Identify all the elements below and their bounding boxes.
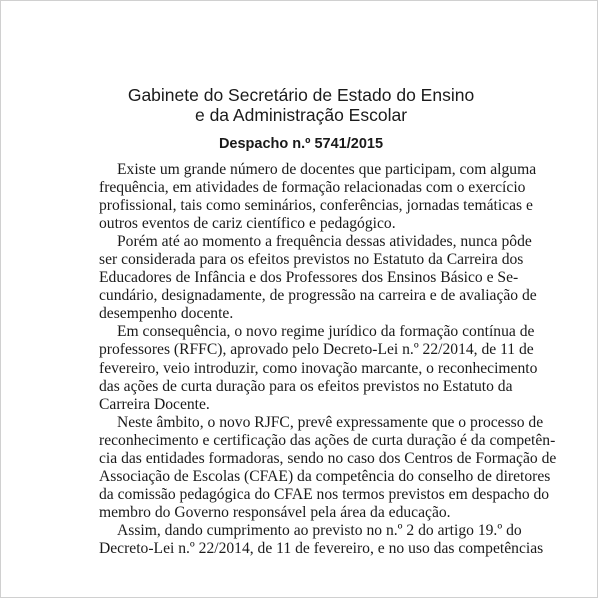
paragraph-line: Carreira Docente. <box>99 395 210 413</box>
paragraph-line: Neste âmbito, o novo RJFC, prevê expressamente que o processo de <box>117 413 544 431</box>
paragraph-line: Associação de Escolas (CFAE) da competência do conselho de diretores <box>99 467 551 485</box>
paragraph-line: Existe um grande número de docentes que participam, com alguma <box>117 161 537 178</box>
paragraph-line: da comissão pedagógica do CFAE nos termos previstos em despacho do <box>99 485 550 503</box>
paragraph-line: professores (RFFC), aprovado pelo Decreto-Lei n.º 22/2014, de 11 de <box>99 341 534 359</box>
document-body <box>99 161 557 558</box>
paragraph-line: Porém até ao momento a frequência dessas atividades, nunca pôde <box>117 233 532 251</box>
issuer-header-line-1: Gabinete do Secretário de Estado do Ensino <box>127 85 475 105</box>
paragraph <box>99 521 544 558</box>
paragraph-line: Em consequência, o novo regime jurídico da formação contínua de <box>117 323 535 341</box>
paragraph <box>99 233 537 323</box>
paragraph-line: membro do Governo responsável pela área da educação. <box>99 503 451 521</box>
paragraph-line: profissional, tais como seminários, conferências, jornadas temáticas e <box>99 197 533 215</box>
paragraph-line: ser considerada para os efeitos previstos no Estatuto da Carreira dos <box>99 251 524 269</box>
issuer-header-line-2: e da Administração Escolar <box>194 105 408 125</box>
paragraph-line: Educadores de Infância e dos Professores dos Ensinos Básico e Se- <box>99 269 519 287</box>
issuer-header <box>1 85 601 125</box>
paragraph-line: fevereiro, veio introduzir, como inovação marcante, o reconhecimento <box>99 359 538 377</box>
paragraph-line: desempenho docente. <box>99 305 234 323</box>
paragraph-line: cundário, designadamente, de progressão na carreira e de avaliação de <box>99 287 537 305</box>
document-title: Despacho n.º 5741/2015 <box>218 136 384 152</box>
paragraph-line: das ações de curta duração para os efeitos previstos no Estatuto da <box>99 377 513 395</box>
paragraph <box>99 161 537 233</box>
paragraph <box>99 323 538 413</box>
paragraph-line: reconhecimento e certificação das ações de curta duração é da competên- <box>99 431 556 449</box>
paragraph-line: frequência, em atividades de formação relacionadas com o exercício <box>99 179 526 197</box>
paragraph <box>99 413 557 522</box>
paragraph-line: Decreto-Lei n.º 22/2014, de 11 de fevereiro, e no uso das competências <box>99 539 544 557</box>
paragraph-line: cia das entidades formadoras, sendo no caso dos Centros de Formação de <box>99 449 557 467</box>
paragraph-line: outros eventos de cariz científico e pedagógico. <box>99 215 396 233</box>
paragraph-line: Assim, dando cumprimento ao previsto no n.º 2 do artigo 19.º do <box>117 521 522 539</box>
